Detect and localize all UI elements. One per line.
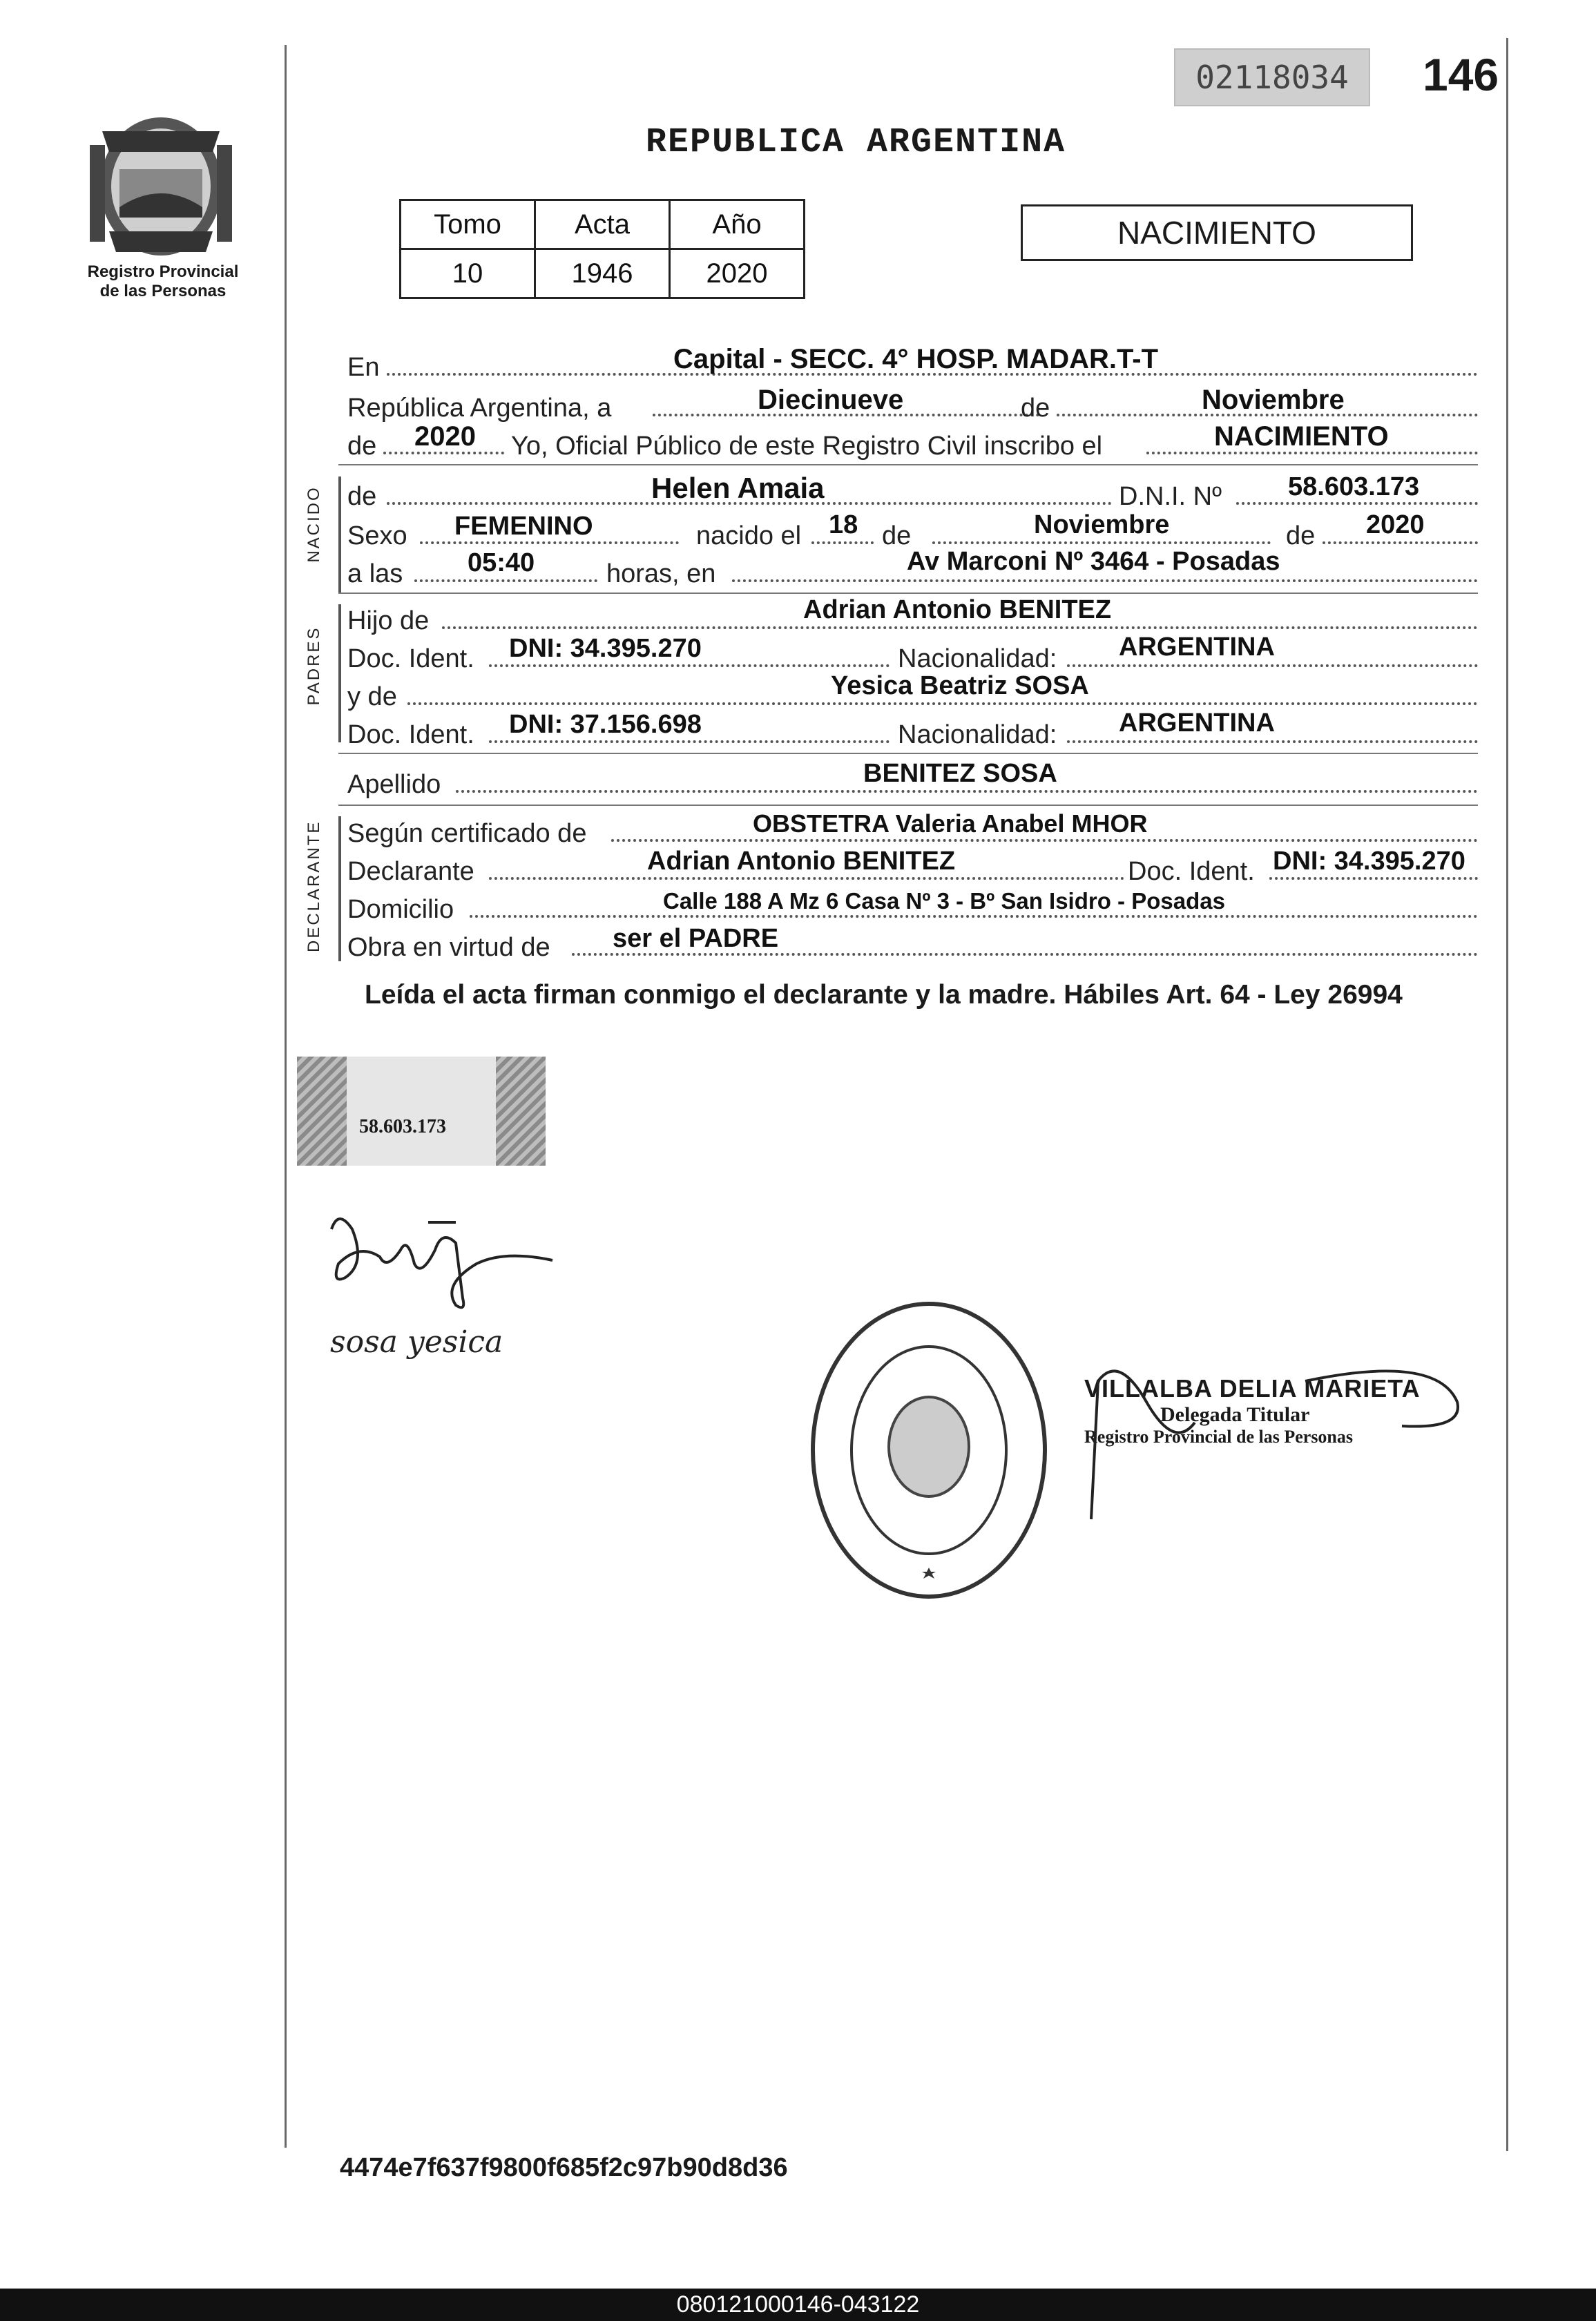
left-margin-line xyxy=(285,45,287,2148)
label-en: En xyxy=(347,353,380,382)
label-nacionalidad-1: Nacionalidad: xyxy=(898,644,1057,673)
label-de3: de xyxy=(347,482,377,511)
section-nacido: NACIDO xyxy=(305,485,323,563)
divider-1 xyxy=(338,464,1478,465)
header-tomo: Tomo xyxy=(401,200,535,249)
label-nacido-el: nacido el xyxy=(696,521,802,550)
closing-statement: Leída el acta firman conmigo el declarante y la madre. Hábiles Art. 64 - Ley 26994 xyxy=(365,980,1403,1010)
registry-name xyxy=(66,262,260,301)
value-anio-nac: 2020 xyxy=(1366,510,1425,539)
signature-loop-icon xyxy=(1077,1340,1471,1533)
header-acta: Acta xyxy=(535,200,670,249)
value-apellido: BENITEZ SOSA xyxy=(863,759,1057,788)
divider-4 xyxy=(338,805,1478,806)
dots-certificado xyxy=(611,839,1478,842)
right-margin-line xyxy=(1506,38,1508,2151)
official-title: Delegada Titular xyxy=(1160,1403,1310,1426)
header-anio: Año xyxy=(670,200,805,249)
label-sexo: Sexo xyxy=(347,521,407,550)
dots-mes-nac xyxy=(932,541,1271,544)
dots-anio xyxy=(383,452,504,454)
label-a-las: a las xyxy=(347,559,403,588)
value-mes-nac: Noviembre xyxy=(1034,510,1170,539)
label-dni: D.N.I. Nº xyxy=(1119,482,1222,511)
value-padre: Adrian Antonio BENITEZ xyxy=(803,595,1112,624)
document-hash: 4474e7f637f9800f685f2c97b90d8d36 xyxy=(340,2153,788,2182)
country-title: REPUBLICA ARGENTINA xyxy=(646,123,1066,162)
fingerprint-number: 58.603.173 xyxy=(359,1116,446,1137)
label-nacionalidad-2: Nacionalidad: xyxy=(898,720,1057,749)
value-madre: Yesica Beatriz SOSA xyxy=(831,671,1089,700)
registry-line-2: de las Personas xyxy=(99,282,227,300)
dots-madre xyxy=(407,702,1478,705)
label-domicilio: Domicilio xyxy=(347,895,454,924)
provincia-misiones-crest-icon xyxy=(81,104,240,262)
label-de2: de xyxy=(347,432,377,461)
label-republica: República Argentina, a xyxy=(347,394,612,423)
label-de4: de xyxy=(882,521,912,550)
divider-2 xyxy=(338,593,1478,594)
dots-padre-doc xyxy=(489,664,890,667)
value-lugar: Capital - SECC. 4° HOSP. MADAR.T-T xyxy=(673,344,1159,374)
dots-declarante xyxy=(489,877,1124,880)
section-padres: PADRES xyxy=(305,626,323,706)
value-acta: 1946 xyxy=(535,249,670,298)
dots-apellido xyxy=(456,790,1478,793)
label-apellido: Apellido xyxy=(347,770,441,799)
official-round-seal-icon xyxy=(808,1298,1050,1602)
value-tipo: NACIMIENTO xyxy=(1214,421,1389,452)
value-certificado: OBSTETRA Valeria Anabel MHOR xyxy=(753,809,1148,838)
divider-3 xyxy=(338,753,1478,754)
fingerprint-left-strip xyxy=(297,1057,347,1166)
value-tomo: 10 xyxy=(401,249,535,298)
value-dia: Diecinueve xyxy=(758,385,904,415)
label-yo: Yo, Oficial Público de este Registro Civil inscribo el xyxy=(511,432,1103,461)
dots-madre-nac xyxy=(1067,740,1478,743)
value-padre-nac: ARGENTINA xyxy=(1119,633,1275,662)
padres-bracket xyxy=(338,604,341,742)
value-obra: ser el PADRE xyxy=(613,924,779,953)
dots-dia-nac xyxy=(811,541,874,544)
dots-dni xyxy=(1236,502,1478,505)
dots-sexo xyxy=(420,541,679,544)
label-obra: Obra en virtud de xyxy=(347,933,550,962)
value-padre-doc: DNI: 34.395.270 xyxy=(509,634,702,663)
label-doc-ident-1: Doc. Ident. xyxy=(347,644,474,673)
value-sexo: FEMENINO xyxy=(454,512,593,541)
value-anio: 2020 xyxy=(414,421,476,452)
value-madre-doc: DNI: 37.156.698 xyxy=(509,710,702,739)
record-type-box xyxy=(1021,204,1413,261)
footer-code: 080121000146-043122 xyxy=(0,2289,1596,2321)
label-horas-en: horas, en xyxy=(606,559,716,588)
registry-line-1: Registro Provincial xyxy=(87,262,239,281)
fingerprint-right-strip xyxy=(496,1057,546,1166)
value-hora: 05:40 xyxy=(468,548,535,577)
dots-padre-nac xyxy=(1067,664,1478,667)
label-de: de xyxy=(1021,394,1050,423)
round-seal xyxy=(808,1298,1050,1602)
label-doc-ident-3: Doc. Ident. xyxy=(1128,857,1255,886)
dots-padre xyxy=(442,626,1478,629)
record-type: NACIMIENTO xyxy=(1117,215,1316,251)
value-lugar-nac: Av Marconi Nº 3464 - Posadas xyxy=(907,547,1280,576)
value-madre-nac: ARGENTINA xyxy=(1119,709,1275,738)
record-table xyxy=(399,199,805,299)
dots-domicilio xyxy=(470,915,1478,918)
label-y-de: y de xyxy=(347,682,397,711)
registry-logo xyxy=(81,104,240,262)
dots-declarante-doc xyxy=(1269,877,1478,880)
value-declarante: Adrian Antonio BENITEZ xyxy=(647,847,956,876)
official-signature xyxy=(1077,1340,1471,1537)
serial-number: 02118034 xyxy=(1174,48,1370,106)
official-name: VILLALBA DELIA MARIETA xyxy=(1084,1374,1421,1403)
fingerprint-label xyxy=(297,1057,546,1166)
label-hijo-de: Hijo de xyxy=(347,606,430,635)
dots-tipo xyxy=(1146,452,1478,454)
official-office: Registro Provincial de las Personas xyxy=(1084,1427,1354,1447)
mother-signature: sosa yesica xyxy=(330,1325,503,1360)
label-de5: de xyxy=(1286,521,1316,550)
father-signature xyxy=(325,1202,573,1322)
value-anio: 2020 xyxy=(670,249,805,298)
label-declarante: Declarante xyxy=(347,857,474,886)
value-dni: 58.603.173 xyxy=(1288,472,1420,501)
dots-obra xyxy=(572,953,1478,956)
value-declarante-doc: DNI: 34.395.270 xyxy=(1273,847,1465,876)
value-domicilio: Calle 188 A Mz 6 Casa Nº 3 - Bº San Isidro - Posadas xyxy=(663,888,1225,914)
dots-lugar-nac xyxy=(732,579,1478,582)
nacido-bracket xyxy=(338,476,341,594)
label-segun: Según certificado de xyxy=(347,819,587,848)
label-doc-ident-2: Doc. Ident. xyxy=(347,720,474,749)
value-nombre: Helen Amaia xyxy=(651,472,825,504)
value-mes: Noviembre xyxy=(1202,385,1345,415)
dots-madre-doc xyxy=(489,740,890,743)
declarante-bracket xyxy=(338,816,341,961)
value-dia-nac: 18 xyxy=(829,510,858,539)
section-declarante: DECLARANTE xyxy=(305,820,323,952)
signature-scribble-icon xyxy=(325,1202,573,1319)
dots-hora xyxy=(414,579,597,582)
dots-anio-nac xyxy=(1323,541,1478,544)
page-number: 146 xyxy=(1423,49,1499,100)
